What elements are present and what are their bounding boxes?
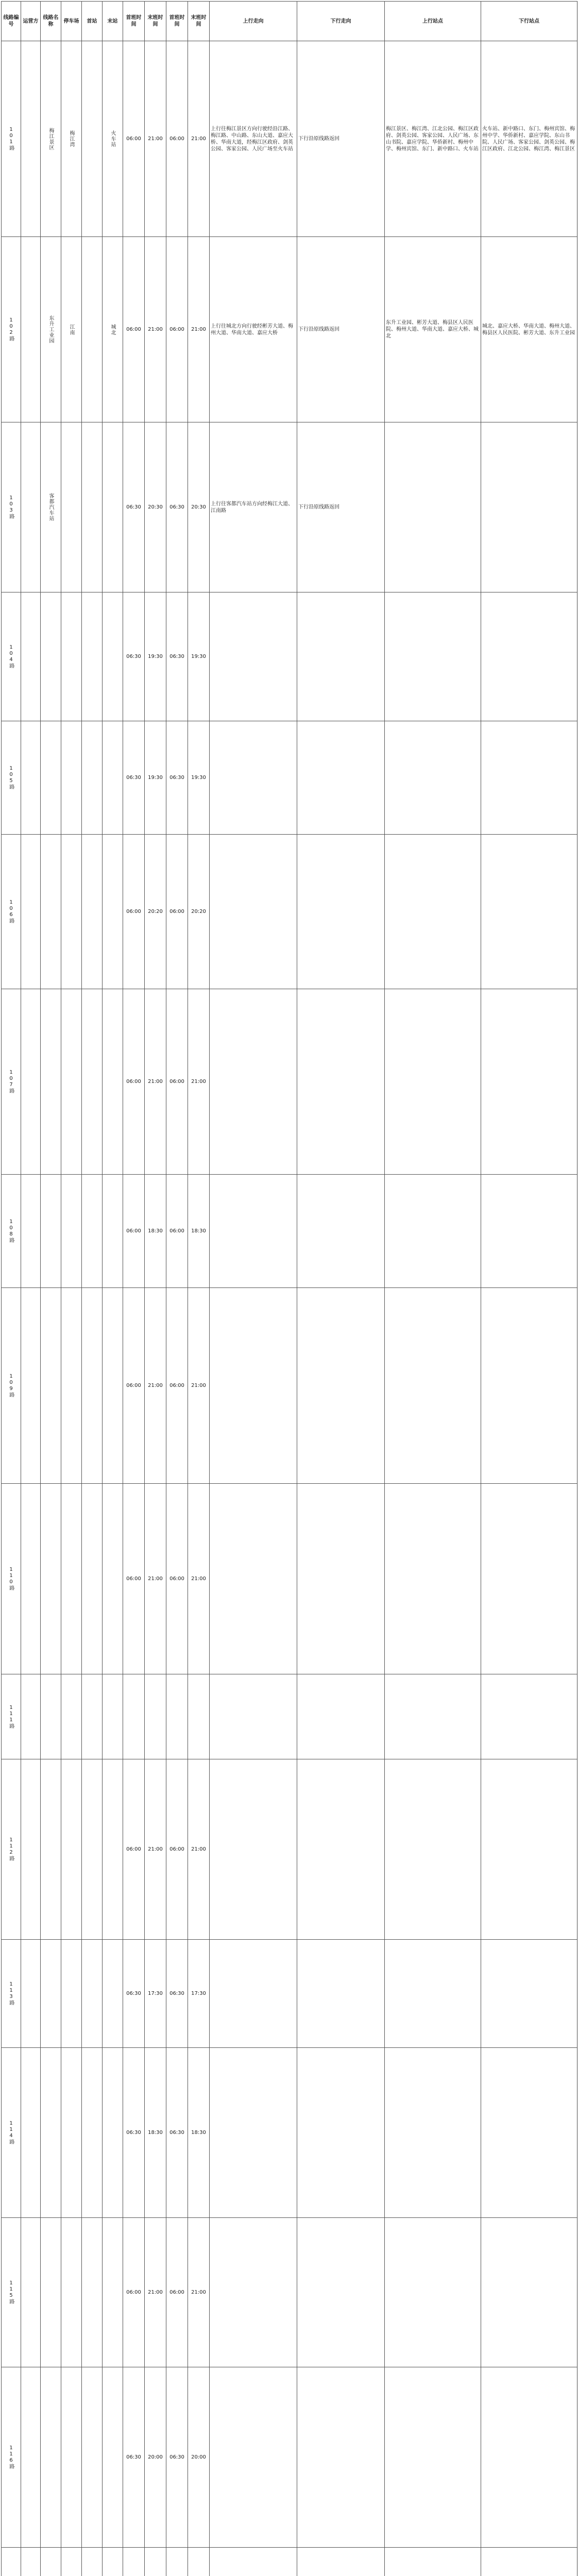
table-cell-up-route [210, 989, 297, 1175]
table-cell-t4: 18:30 [188, 1175, 210, 1288]
table-row [2, 592, 577, 721]
table-cell-to [103, 1940, 123, 2048]
table-cell-name [41, 1288, 61, 1484]
table-cell-t3: 06:00 [166, 835, 188, 989]
table-cell-down-stops [481, 1674, 577, 1759]
table-cell-down-route: 下行沿原线路返回 [297, 41, 385, 237]
table-cell-down-stops [481, 1759, 577, 1940]
table-cell-t4: 21:00 [188, 237, 210, 422]
table-cell-name [41, 2048, 61, 2218]
table-cell-t1: 06:30 [123, 2367, 145, 2548]
header-cell: 末站 [103, 2, 123, 41]
table-cell-up-stops [385, 989, 481, 1175]
table-cell-no: 106路 [2, 835, 21, 989]
table-row [2, 721, 577, 835]
table-cell-down-stops [481, 2048, 577, 2218]
table-cell-no: 102路 [2, 237, 21, 422]
table-cell-t2: 17:30 [145, 1940, 166, 2048]
table-cell-down-route: 下行沿原线路返回 [297, 237, 385, 422]
table-cell-t2: 21:00 [145, 989, 166, 1175]
table-cell-down-stops [481, 592, 577, 721]
header-cell: 上行站点 [385, 2, 481, 41]
table-cell-down-route [297, 1940, 385, 2048]
table-cell-up-stops: 东升工业园、彬芳大道、梅县区人民医院、梅州大道、华南大道、嘉应大桥、城北 [385, 237, 481, 422]
table-cell-to [103, 1759, 123, 1940]
table-cell-up-route [210, 1674, 297, 1759]
table-cell-t1: 06:00 [123, 1175, 145, 1288]
table-cell-op [21, 1759, 41, 1940]
table-cell-t3: 06:30 [166, 721, 188, 835]
table-cell-to [103, 592, 123, 721]
table-cell-t4: 21:00 [188, 1759, 210, 1940]
table-cell-t3: 06:00 [166, 237, 188, 422]
table-cell-t3: 06:30 [166, 2048, 188, 2218]
table-cell-from [82, 1674, 103, 1759]
table-cell-depot [61, 422, 82, 592]
table-cell-down-stops [481, 1288, 577, 1484]
table-cell-up-route [210, 592, 297, 721]
table-cell-up-route [210, 1288, 297, 1484]
table-cell-t4: 21:00 [188, 989, 210, 1175]
table-cell-to [103, 989, 123, 1175]
table-cell-t1: 06:30 [123, 2048, 145, 2218]
table-cell-from [82, 2218, 103, 2367]
table-cell-t4: 21:00 [188, 1288, 210, 1484]
header-cell: 下行站点 [481, 2, 577, 41]
table-cell-op [21, 2548, 41, 2576]
table-cell-down-route [297, 592, 385, 721]
table-cell-up-stops [385, 2218, 481, 2367]
table-cell-t1: 06:00 [123, 237, 145, 422]
table-cell-down-route [297, 2548, 385, 2576]
table-cell-down-stops: 火车站、新中路口、东门、梅州宾馆、梅州中学、华侨新村、嘉应学院、东山书院、人民广场、客家公园、剑英公园、梅江区政府、江北公园、梅江湾、梅江景区 [481, 41, 577, 237]
table-cell-t4: 21:00 [188, 2218, 210, 2367]
table-cell-down-route [297, 2367, 385, 2548]
table-cell-up-stops [385, 422, 481, 592]
table-cell-name [41, 1940, 61, 2048]
table-cell-t2: 21:00 [145, 2218, 166, 2367]
table-cell-down-route [297, 1674, 385, 1759]
table-cell-from [82, 2048, 103, 2218]
table-cell-up-route [210, 835, 297, 989]
table-cell-up-route [210, 2048, 297, 2218]
table-cell-up-route [210, 1175, 297, 1288]
table-cell-t4 [188, 1674, 210, 1759]
table-cell-from [82, 1940, 103, 2048]
table-cell-name: 梅江景区 [41, 41, 61, 237]
table-cell-to: 火车站 [103, 41, 123, 237]
table-cell-t3: 06:30 [166, 1940, 188, 2048]
table-cell-t4: 20:30 [188, 422, 210, 592]
table-cell-from [82, 1175, 103, 1288]
table-cell-no: 104路 [2, 592, 21, 721]
table-cell-t1: 06:30 [123, 721, 145, 835]
table-cell-op [21, 237, 41, 422]
table-cell-name [41, 1759, 61, 1940]
table-cell-down-stops [481, 721, 577, 835]
table-cell-up-route [210, 1759, 297, 1940]
table-cell-up-stops [385, 1484, 481, 1674]
table-cell-depot [61, 2548, 82, 2576]
table-cell-op [21, 1484, 41, 1674]
table-cell-depot [61, 1175, 82, 1288]
table-cell-t2: 21:00 [145, 237, 166, 422]
table-cell-name [41, 989, 61, 1175]
table-cell-to [103, 1175, 123, 1288]
table-cell-down-route [297, 1484, 385, 1674]
table-cell-up-route: 上行往客都汽车站方向经梅江大道、江南路 [210, 422, 297, 592]
table-cell-depot [61, 721, 82, 835]
table-cell-name [41, 835, 61, 989]
table-cell-t1: 06:30 [123, 422, 145, 592]
table-cell-t4 [188, 2548, 210, 2576]
table-cell-from [82, 989, 103, 1175]
table-cell-down-stops [481, 1484, 577, 1674]
table-cell-t4: 17:30 [188, 1940, 210, 2048]
table-cell-up-stops [385, 2367, 481, 2548]
table-cell-t3: 06:00 [166, 1759, 188, 1940]
header-cell: 首班时间 [166, 2, 188, 41]
table-cell-op [21, 721, 41, 835]
table-cell-to [103, 835, 123, 989]
table-cell-t3 [166, 1674, 188, 1759]
table-row [2, 1484, 577, 1674]
table-cell-op [21, 1674, 41, 1759]
table-row [2, 835, 577, 989]
table-cell-up-stops [385, 1175, 481, 1288]
table-cell-t2: 20:00 [145, 2367, 166, 2548]
table-cell-name: 东升工业园 [41, 237, 61, 422]
table-cell-no [2, 2548, 21, 2576]
table-cell-down-stops [481, 2218, 577, 2367]
table-cell-t2: 21:00 [145, 1484, 166, 1674]
table-cell-t2: 18:30 [145, 2048, 166, 2218]
header-cell: 末班时间 [145, 2, 166, 41]
table-cell-t4: 21:00 [188, 41, 210, 237]
table-cell-t2: 21:00 [145, 41, 166, 237]
table-cell-from [82, 237, 103, 422]
table-cell-t1: 06:00 [123, 2218, 145, 2367]
table-cell-down-stops: 城北、嘉应大桥、华南大道、梅州大道、梅县区人民医院、彬芳大道、东升工业园 [481, 237, 577, 422]
table-cell-t3: 06:30 [166, 592, 188, 721]
table-cell-t1: 06:00 [123, 1288, 145, 1484]
table-cell-t3: 06:00 [166, 1484, 188, 1674]
table-cell-op [21, 1175, 41, 1288]
table-cell-up-route [210, 2218, 297, 2367]
table-cell-t2 [145, 2548, 166, 2576]
header-cell: 首站 [82, 2, 103, 41]
table-body [2, 41, 577, 2576]
table-cell-t3: 06:00 [166, 1175, 188, 1288]
table-cell-t3: 06:00 [166, 2218, 188, 2367]
table-row [2, 1940, 577, 2048]
table-cell-op [21, 835, 41, 989]
table-cell-name [41, 1674, 61, 1759]
table-cell-no: 116路 [2, 2367, 21, 2548]
table-cell-to [103, 1484, 123, 1674]
table-cell-no: 111路 [2, 1674, 21, 1759]
table-cell-op [21, 2048, 41, 2218]
table-cell-from [82, 835, 103, 989]
table-cell-to [103, 422, 123, 592]
table-cell-no: 105路 [2, 721, 21, 835]
table-row [2, 1759, 577, 1940]
table-cell-up-route: 上行往城北方向行驶经彬芳大道、梅州大道、华南大道、嘉应大桥 [210, 237, 297, 422]
table-row [2, 41, 577, 237]
table-cell-no: 113路 [2, 1940, 21, 2048]
table-cell-t1: 06:00 [123, 835, 145, 989]
table-row [2, 2548, 577, 2576]
table-row [2, 2367, 577, 2548]
table-cell-t2: 21:00 [145, 1288, 166, 1484]
table-cell-down-route [297, 1288, 385, 1484]
header-cell: 线路编号 [2, 2, 21, 41]
table-cell-depot [61, 2048, 82, 2218]
table-cell-up-stops [385, 592, 481, 721]
table-cell-t3: 06:00 [166, 1288, 188, 1484]
table-cell-down-route [297, 1759, 385, 1940]
table-cell-t4: 18:30 [188, 2048, 210, 2218]
table-cell-op [21, 989, 41, 1175]
table-cell-up-route [210, 2548, 297, 2576]
table-cell-up-route [210, 2367, 297, 2548]
table-cell-down-route [297, 2048, 385, 2218]
table-cell-to [103, 1288, 123, 1484]
table-cell-to: 城北 [103, 237, 123, 422]
table-cell-down-route [297, 835, 385, 989]
table-cell-t4: 19:30 [188, 721, 210, 835]
table-cell-no: 103路 [2, 422, 21, 592]
table-cell-t3: 06:30 [166, 2367, 188, 2548]
table-cell-depot [61, 1288, 82, 1484]
table-cell-t4: 20:20 [188, 835, 210, 989]
table-cell-down-route [297, 721, 385, 835]
table-cell-t1: 06:00 [123, 1484, 145, 1674]
table-cell-to [103, 2548, 123, 2576]
table-cell-depot: 梅江湾 [61, 41, 82, 237]
table-cell-depot [61, 989, 82, 1175]
table-cell-name [41, 2218, 61, 2367]
table-cell-down-stops [481, 989, 577, 1175]
table-row [2, 989, 577, 1175]
table-cell-depot [61, 2218, 82, 2367]
header-cell: 运营方 [21, 2, 41, 41]
table-cell-from [82, 2548, 103, 2576]
table-cell-t3: 06:00 [166, 41, 188, 237]
table-cell-no: 101路 [2, 41, 21, 237]
table-cell-op [21, 422, 41, 592]
header-cell: 线路名称 [41, 2, 61, 41]
table-cell-name [41, 2367, 61, 2548]
table-cell-op [21, 1288, 41, 1484]
table-cell-no: 114路 [2, 2048, 21, 2218]
table-cell-to [103, 2048, 123, 2218]
table-cell-name [41, 1175, 61, 1288]
table-cell-down-route [297, 1175, 385, 1288]
table-cell-from [82, 721, 103, 835]
table-cell-no: 112路 [2, 1759, 21, 1940]
table-cell-t1 [123, 1674, 145, 1759]
table-cell-name [41, 592, 61, 721]
table-cell-up-stops: 梅江景区、梅江湾、江北公园、梅江区政府、剑英公园、客家公园、人民广场、东山书院、嘉应学院、华侨新村、梅州中学、梅州宾馆、东门、新中路口、火车站 [385, 41, 481, 237]
table-cell-to [103, 1674, 123, 1759]
table-cell-t2: 18:30 [145, 1175, 166, 1288]
table-cell-up-stops [385, 1940, 481, 2048]
table-cell-down-route [297, 2218, 385, 2367]
table-cell-depot: 江南 [61, 237, 82, 422]
table-cell-op [21, 41, 41, 237]
table-cell-down-stops [481, 1175, 577, 1288]
table-cell-t1: 06:00 [123, 989, 145, 1175]
table-cell-t1: 06:00 [123, 41, 145, 237]
table-cell-up-stops [385, 1674, 481, 1759]
table-row [2, 422, 577, 592]
table-cell-t2: 19:30 [145, 592, 166, 721]
table-cell-down-stops [481, 1940, 577, 2048]
header-cell: 停车场 [61, 2, 82, 41]
table-cell-up-stops [385, 721, 481, 835]
table-row [2, 1288, 577, 1484]
table-cell-t2 [145, 1674, 166, 1759]
table-cell-down-stops [481, 2548, 577, 2576]
table-cell-up-stops [385, 1759, 481, 1940]
table-header-row [2, 2, 577, 41]
table-row [2, 2218, 577, 2367]
table-cell-no: 115路 [2, 2218, 21, 2367]
table-cell-to [103, 2218, 123, 2367]
table-cell-to [103, 721, 123, 835]
table-cell-t4: 19:30 [188, 592, 210, 721]
table-cell-up-route [210, 721, 297, 835]
header-cell: 上行走向 [210, 2, 297, 41]
header-cell: 末班时间 [188, 2, 210, 41]
table-cell-to [103, 2367, 123, 2548]
table-cell-no: 108路 [2, 1175, 21, 1288]
table-cell-depot [61, 1759, 82, 1940]
table-cell-up-stops [385, 835, 481, 989]
table-cell-from [82, 2367, 103, 2548]
bus-route-table [1, 1, 577, 2576]
table-cell-name: 客都汽车站 [41, 422, 61, 592]
table-cell-up-route [210, 1484, 297, 1674]
table-cell-t2: 21:00 [145, 1759, 166, 1940]
table-cell-t1 [123, 2548, 145, 2576]
table-cell-name [41, 1484, 61, 1674]
table-cell-from [82, 1759, 103, 1940]
table-cell-down-stops [481, 835, 577, 989]
table-cell-down-route [297, 989, 385, 1175]
table-cell-t2: 19:30 [145, 721, 166, 835]
table-cell-from [82, 41, 103, 237]
table-cell-up-stops [385, 2548, 481, 2576]
table-cell-t2: 20:30 [145, 422, 166, 592]
table-cell-t4: 20:00 [188, 2367, 210, 2548]
table-cell-op [21, 2218, 41, 2367]
table-cell-op [21, 592, 41, 721]
table-cell-depot [61, 1940, 82, 2048]
table-cell-t3 [166, 2548, 188, 2576]
table-cell-op [21, 1940, 41, 2048]
table-cell-name [41, 2548, 61, 2576]
table-cell-name [41, 721, 61, 835]
table-cell-depot [61, 1674, 82, 1759]
table-row [2, 1175, 577, 1288]
table-cell-up-stops [385, 1288, 481, 1484]
table-cell-from [82, 592, 103, 721]
table-cell-no: 109路 [2, 1288, 21, 1484]
table-cell-depot [61, 592, 82, 721]
table-cell-up-route [210, 1940, 297, 2048]
table-cell-no: 110路 [2, 1484, 21, 1674]
header-cell: 首班时间 [123, 2, 145, 41]
table-cell-depot [61, 835, 82, 989]
table-cell-up-route: 上行往梅江景区方向行驶经沿江路、梅江路、中山路、东山大道、嘉应大桥、华南大道，经梅江区政府、剑英公园、客家公园、人民广场至火车站 [210, 41, 297, 237]
table-cell-down-route: 下行沿原线路返回 [297, 422, 385, 592]
table-cell-depot [61, 1484, 82, 1674]
table-cell-t4: 21:00 [188, 1484, 210, 1674]
table-row [2, 237, 577, 422]
table-row [2, 2048, 577, 2218]
table-cell-from [82, 1484, 103, 1674]
header-cell: 下行走向 [297, 2, 385, 41]
table-cell-no: 107路 [2, 989, 21, 1175]
table-cell-from [82, 1288, 103, 1484]
table-cell-depot [61, 2367, 82, 2548]
table-cell-down-stops [481, 422, 577, 592]
table-cell-from [82, 422, 103, 592]
table-row [2, 1674, 577, 1759]
table-cell-t1: 06:30 [123, 1940, 145, 2048]
table-cell-up-stops [385, 2048, 481, 2218]
table-cell-down-stops [481, 2367, 577, 2548]
table-cell-t3: 06:30 [166, 422, 188, 592]
table-cell-t3: 06:00 [166, 989, 188, 1175]
table-cell-t2: 20:20 [145, 835, 166, 989]
table-cell-t1: 06:00 [123, 1759, 145, 1940]
table-cell-op [21, 2367, 41, 2548]
table-cell-t1: 06:30 [123, 592, 145, 721]
